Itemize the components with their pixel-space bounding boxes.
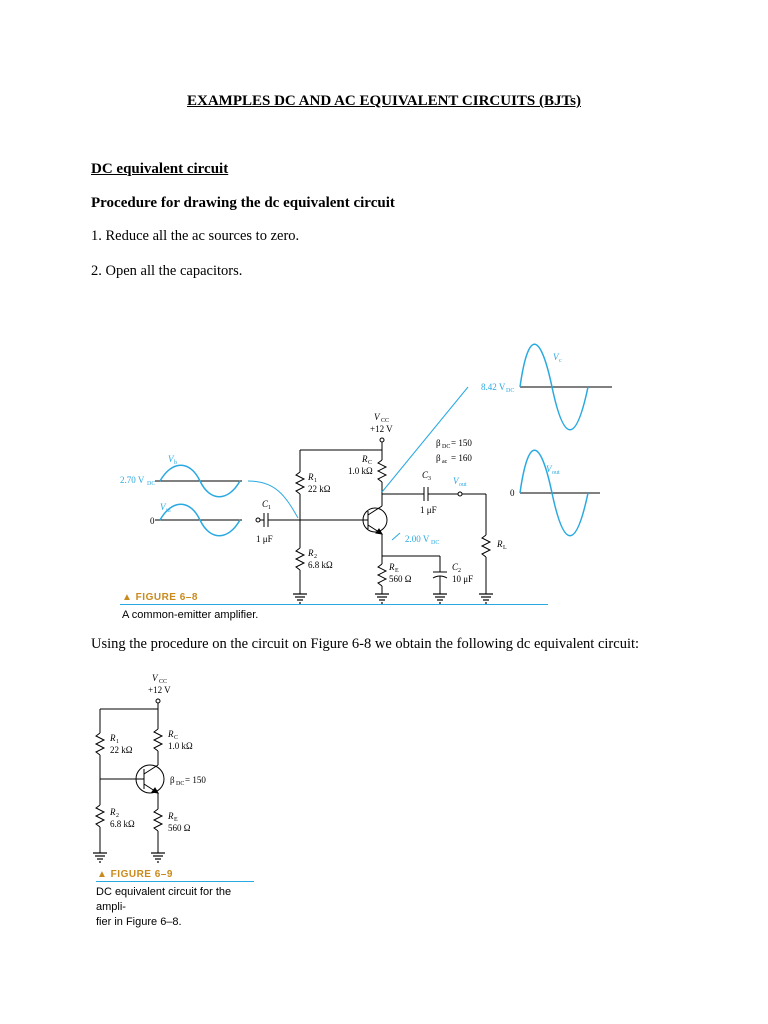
svg-text:R: R [110,807,116,817]
svg-text:DC: DC [506,388,515,394]
procedure-step: 1. Reduce all the ac sources to zero. [91,228,300,244]
svg-text:2: 2 [458,568,461,574]
svg-text:1: 1 [314,478,317,484]
svg-text:1: 1 [116,739,119,745]
svg-text:V: V [546,464,552,474]
body-paragraph: Using the procedure on the circuit on Figure 6-8 we obtain the following dc equivalent circuit: [91,636,640,652]
rc-value: 1.0 kΩ [348,466,373,476]
figure-caption [96,885,256,930]
svg-text:β: β [436,438,441,448]
svg-text:R: R [308,548,314,558]
svg-text:L: L [503,545,507,551]
vcc-value: +12 V [148,685,171,695]
c3-value: 1 μF [420,505,437,515]
svg-text:R: R [308,472,314,482]
rc-resistor [154,729,162,751]
svg-text:in: in [166,508,171,514]
vcc-name: V [374,412,380,422]
c2-value: 10 μF [452,574,474,584]
svg-text:E: E [395,568,399,574]
svg-text:V: V [152,673,158,683]
svg-text:DC: DC [147,481,156,487]
r1-resistor [96,733,104,755]
common-emitter-amplifier-figure [100,300,620,630]
svg-text:β: β [436,453,441,463]
svg-text:out: out [459,482,467,488]
figure-caption-line: DC equivalent circuit for the ampli- [96,886,232,913]
figure-label: ▲ FIGURE 6–9 [97,869,173,880]
svg-text:R: R [110,733,116,743]
re-resistor [154,809,162,831]
r2-resistor [96,805,104,827]
svg-text:DC: DC [431,540,440,546]
svg-text:V: V [160,502,166,512]
beta-ac-value: = 160 [451,453,472,463]
svg-text:DC: DC [176,781,185,787]
svg-text:R: R [168,811,174,821]
beta-dc-value: = 150 [451,438,472,448]
r1-value: 22 kΩ [110,745,133,755]
vcc-terminal [380,438,384,442]
zero-label: 0 [510,488,515,498]
vc-dc-label: 8.42 V [481,382,506,392]
svg-text:CC: CC [159,679,168,685]
r1-value: 22 kΩ [308,484,331,494]
rc-value: 1.0 kΩ [168,741,193,751]
vb-dc-label: 2.70 V [120,475,145,485]
re-resistor [378,564,386,586]
r1-resistor [296,472,304,494]
figure-caption: A common-emitter amplifier. [122,609,259,621]
svg-text:c: c [559,358,562,364]
dc-equivalent-circuit-figure [88,664,288,874]
svg-text:C: C [262,499,269,509]
svg-text:2: 2 [314,554,317,560]
r2-value: 6.8 kΩ [110,819,135,829]
svg-text:2: 2 [116,813,119,819]
figure-caption-line: fier in Figure 6–8. [96,916,182,928]
svg-text:DC: DC [442,444,451,450]
svg-text:C: C [174,735,179,741]
svg-text:CC: CC [381,418,390,424]
svg-text:R: R [389,562,395,572]
svg-text:E: E [174,817,178,823]
procedure-heading: Procedure for drawing the dc equivalent circuit [91,195,395,211]
re-value: 560 Ω [389,574,412,584]
svg-text:1: 1 [268,505,271,511]
svg-text:b: b [174,460,177,466]
svg-text:ac: ac [442,459,448,465]
svg-text:V: V [453,476,459,486]
svg-text:C: C [368,460,373,466]
svg-text:R: R [362,454,368,464]
r2-value: 6.8 kΩ [308,560,333,570]
procedure-step: 2. Open all the capacitors. [91,263,243,279]
svg-text:C: C [422,470,429,480]
svg-text:3: 3 [428,476,431,482]
rc-resistor [378,460,386,482]
beta-dc-value: = 150 [185,775,206,785]
svg-text:β: β [170,775,175,785]
ve-dc-label: 2.00 V [405,534,430,544]
svg-text:V: V [168,454,174,464]
svg-text:R: R [168,729,174,739]
zero-label: 0 [150,516,155,526]
vcc-value: +12 V [370,424,393,434]
svg-text:C: C [452,562,459,572]
c1-value: 1 μF [256,534,273,544]
figure-divider [120,604,548,605]
re-value: 560 Ω [168,823,191,833]
figure-label: ▲ FIGURE 6–8 [122,592,198,603]
r2-resistor [296,548,304,570]
svg-text:V: V [553,352,559,362]
svg-text:out: out [552,470,560,476]
ground-icon [293,594,493,603]
svg-text:R: R [497,539,503,549]
document-title: EXAMPLES DC AND AC EQUIVALENT CIRCUITS (BJTs) [187,93,581,109]
ground-icon [93,853,165,862]
section-heading: DC equivalent circuit [91,161,229,177]
figure-divider [96,881,254,882]
rl-resistor [482,535,490,557]
